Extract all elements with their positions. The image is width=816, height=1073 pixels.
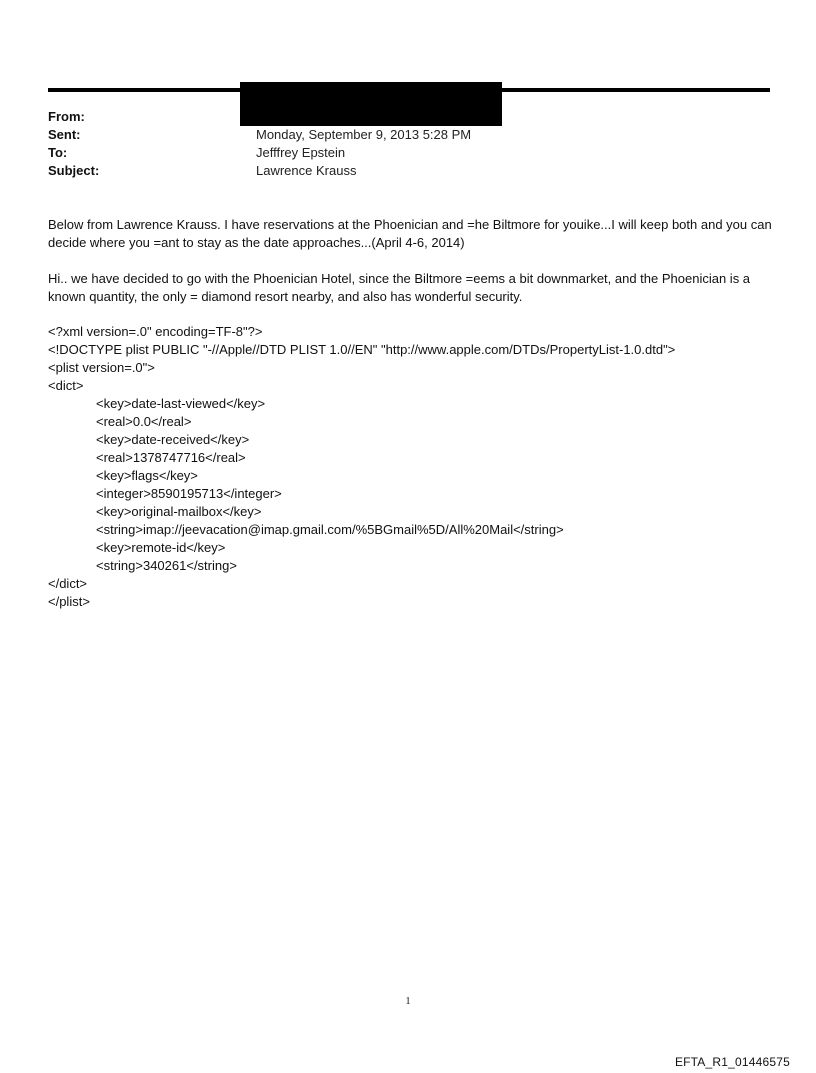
xml-line: <!DOCTYPE plist PUBLIC "-//Apple//DTD PLIST 1.0//EN" "http://www.apple.com/DTDs/PropertyList-1.0.dtd"> bbox=[48, 342, 676, 357]
sent-value: Monday, September 9, 2013 5:28 PM bbox=[256, 127, 472, 142]
xml-plist-block bbox=[48, 323, 773, 611]
xml-line: <real>0.0</real> bbox=[96, 414, 192, 429]
xml-line: <plist version=.0"> bbox=[48, 360, 155, 375]
header-subject-row bbox=[48, 162, 768, 180]
xml-line: <key>date-last-viewed</key> bbox=[96, 396, 266, 411]
xml-line: <key>original-mailbox</key> bbox=[96, 504, 262, 519]
xml-line: <string>340261</string> bbox=[96, 558, 237, 573]
xml-line: <key>date-received</key> bbox=[96, 432, 250, 447]
to-label: To: bbox=[48, 145, 68, 160]
xml-line: </plist> bbox=[48, 594, 90, 609]
page-number: 1 bbox=[405, 995, 411, 1007]
xml-line: <string>imap://jeevacation@imap.gmail.com/%5BGmail%5D/All%20Mail</string> bbox=[96, 522, 564, 537]
xml-line: <key>flags</key> bbox=[96, 468, 198, 483]
xml-line: <real>1378747716</real> bbox=[96, 450, 246, 465]
sent-label: Sent: bbox=[48, 127, 81, 142]
xml-line: </dict> bbox=[48, 576, 88, 591]
header-sent-row bbox=[48, 126, 768, 144]
xml-line: <integer>8590195713</integer> bbox=[96, 486, 282, 501]
subject-value: Lawrence Krauss bbox=[256, 163, 357, 178]
xml-line: <key>remote-id</key> bbox=[96, 540, 226, 555]
header-to-row bbox=[48, 144, 768, 162]
bates-number: EFTA_R1_01446575 bbox=[674, 1055, 790, 1069]
from-label: From: bbox=[48, 109, 85, 124]
redaction-box bbox=[240, 82, 502, 126]
xml-line: <dict> bbox=[48, 378, 84, 393]
xml-line: <?xml version=.0" encoding=TF-8"?> bbox=[48, 324, 263, 339]
to-value: Jefffrey Epstein bbox=[256, 145, 346, 160]
body-paragraph-1: Below from Lawrence Krauss. I have reservations at the Phoenician and =he Biltmore for youike...I will keep both and you can decide where you =ant to stay as the date approaches...(April 4-6, 2014) bbox=[48, 217, 772, 250]
body-paragraph-2: Hi.. we have decided to go with the Phoenician Hotel, since the Biltmore =eems a bit downmarket, and the Phoenician is a known quantity, the only = diamond resort nearby, and also has wonderful security. bbox=[48, 271, 751, 304]
subject-label: Subject: bbox=[48, 163, 100, 178]
